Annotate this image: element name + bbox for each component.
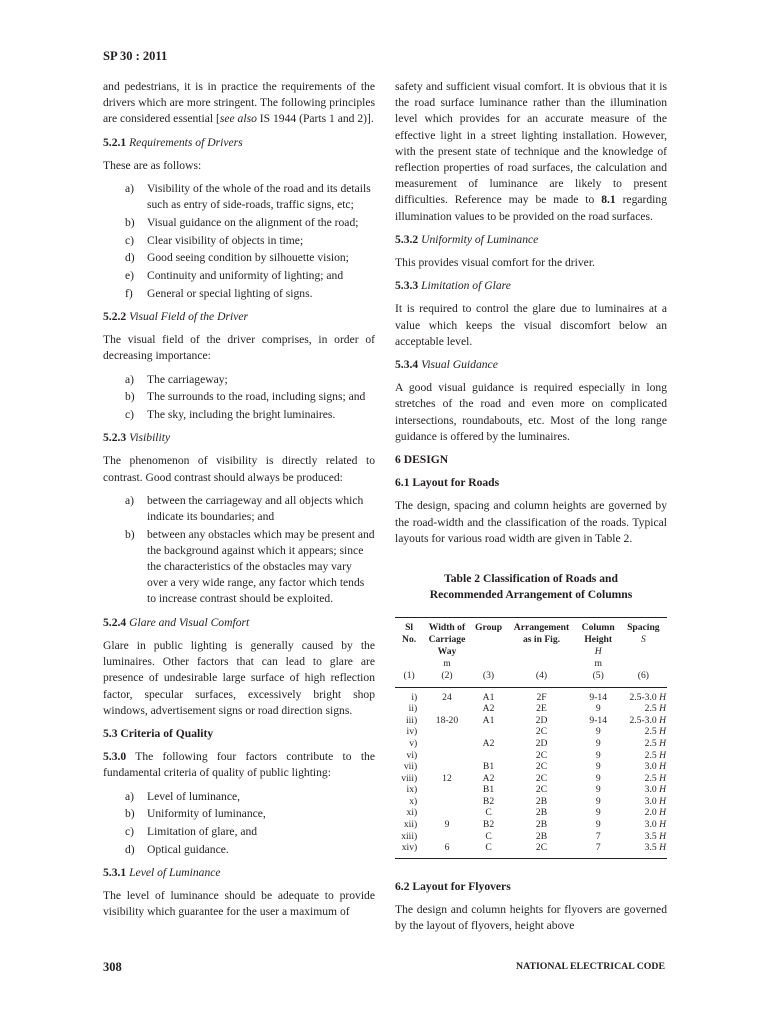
table-cell: 2B [535,795,548,807]
contrast-list [103,493,375,608]
paragraph-5-3-2: This provides visual comfort for the driver. [395,256,595,270]
table-cell: xi) [406,807,418,819]
heading-5-3-4: 5.3.4 Visual Guidance [395,358,498,372]
table-cell: 9 [595,807,601,819]
heading-6-2: 6.2 Layout for Flyovers [395,879,511,893]
table-row [395,807,667,819]
table-cell-spacing: 3.0 H [644,819,666,831]
table-cell-spacing: 2.0 H [644,807,666,819]
table-cell: 2D [535,714,548,726]
list-marker: e) [125,269,135,283]
list-text: The surrounds to the road, including signs; and [147,390,366,404]
table-cell: C [485,830,492,842]
table-cell: B2 [482,795,495,807]
table-cell: 12 [442,772,452,784]
table-cell: i) [411,691,418,703]
list-item [103,372,375,388]
left-column [103,79,375,920]
heading-5-3-1: 5.3.1 Level of Luminance [103,865,221,879]
continued-paragraph: safety and sufficient visual comfort. It is obvious that it is the road surface luminance rather than the illumination level which provides for an accurate measure of the effective light in a street lighting installation. However, with the present state of technique and the knowledge of reflection properties of road surfaces, the calculation and measurement of luminance are likely to present difficulties. Reference may be made to 8.1 regarding illumination values to be provided on the road surfaces. [395,80,667,223]
table-row [395,703,667,715]
intro-paragraph: and pedestrians, it is in practice the requirements of the drivers which are more stringent. The following principles are considered essential [see also IS 1944 (Parts 1 and 2)]. [103,80,375,126]
table-cell [423,738,471,750]
col-header-column-height: Column Height H m [577,618,620,671]
table-cell: A2 [482,703,495,715]
table-cell [423,750,471,762]
heading-5-3-2: 5.3.2 Uniformity of Luminance [395,232,539,246]
table-cell: 2E [536,703,547,715]
table-cell: 2C [535,749,548,761]
table-cell: 9 [595,819,601,831]
table-cell [423,784,471,796]
list-text: Level of luminance, [147,789,241,803]
list-item [103,268,375,284]
col-number: (1) [395,670,423,687]
list-text: Continuity and uniformity of lighting; and [147,269,344,283]
table-cell: ix) [406,784,418,796]
list-marker: c) [125,824,135,838]
table-cell: 2C [535,784,548,796]
list-item [103,842,375,858]
list-item [103,233,375,249]
table-cell: xiv) [395,842,423,858]
heading-5-3-3: 5.3.3 Limitation of Glare [395,279,511,293]
table-cell: 2C [535,761,548,773]
table-cell: 2B [535,807,548,819]
list-marker: f) [125,286,133,300]
list-text: Clear visibility of objects in time; [147,233,304,247]
col-number: (4) [506,670,576,687]
table-row [395,726,667,738]
list-text: Limitation of glare, and [147,824,258,838]
heading-6-1: 6.1 Layout for Roads [395,476,500,490]
table-cell: 18-20 [435,714,459,726]
table-cell: 2B [535,830,548,842]
table-cell-spacing: 2.5 H [644,737,666,749]
heading-5-2-3: 5.2.3 Visibility [103,431,171,445]
heading-6-design: 6 DESIGN [395,453,449,467]
table-cell: x) [409,795,418,807]
table-row [395,842,667,858]
table-cell: 9 [595,761,601,773]
table-cell: 24 [442,691,452,703]
table-cell: 7 [595,830,601,842]
road-classification-table [395,617,667,859]
table-body [395,687,667,858]
list-text: Visual guidance on the alignment of the road; [147,215,359,229]
list-text: The carriageway; [147,372,228,386]
list-text: between any obstacles which may be present and the background against which it appears; since the characteristics of the obstacles may vary over a very wide range, any factor which tends to increase contrast should be exploited. [147,527,375,606]
table-cell: 9 [595,795,601,807]
table-cell: v) [409,737,418,749]
table-row [395,687,667,703]
table-cell-spacing: 3.5 H [620,842,667,858]
table-cell: 9 [595,726,601,738]
table-cell [471,750,507,762]
col-number: (2) [423,670,471,687]
table-cell: viii) [401,772,418,784]
list-item [103,407,375,423]
list-text: between the carriageway and all objects which indicate its boundaries; and [147,493,364,523]
table-cell: A2 [482,772,495,784]
table-cell [423,796,471,808]
table-cell: A2 [482,737,495,749]
table-cell: 2C [535,772,548,784]
paragraph-5-2-3: The phenomenon of visibility is directly related to contrast. Good contrast should always be produced: [103,454,375,484]
table-cell: ii) [408,703,418,715]
table-cell: 9 [595,749,601,761]
table-row [395,761,667,773]
list-item [103,389,375,405]
table-cell: 9 [595,703,601,715]
paragraph-5-2-1: These are as follows: [103,158,202,172]
table-2-caption: Table 2 Classification of Roads and Recommended Arrangement of Columns [429,572,633,602]
table-row [395,796,667,808]
table-cell-spacing: 2.5 H [644,726,666,738]
paragraph-5-3-1: The level of luminance should be adequate to provide visibility which guarantee for the user a maximum of [103,889,375,919]
table-cell: 9 [595,784,601,796]
list-marker: b) [125,807,135,821]
table-cell: 9 [444,819,450,831]
table-row [395,715,667,727]
table-row [395,784,667,796]
heading-5-2-1: 5.2.1 Requirements of Drivers [103,135,243,149]
list-item [103,250,375,266]
col-header-arrangement: Arrangement as in Fig. [506,618,576,671]
table-cell: 2C [535,726,548,738]
table-cell: 7 [577,842,620,858]
table-row [395,773,667,785]
table-cell: xii) [403,819,418,831]
table-cell: 9-14 [589,691,607,703]
table-row [395,750,667,762]
paragraph-5-3-4: A good visual guidance is required especially in long stretches of the road and even more on complicated intersections, roundabouts, etc. Most of the long range guidance is offered by the luminaires. [395,381,667,443]
list-item [103,493,375,525]
list-text: The sky, including the bright luminaires. [147,407,336,421]
list-item [103,181,375,213]
table-cell: C [485,807,492,819]
table-cell: C [471,842,507,858]
list-item [103,215,375,231]
paragraph-5-2-4: Glare in public lighting is generally caused by the luminaires. Other factors that can lead to glare are presence of undesirable large surface of high reflection factor, specular surfaces, excessively bright shop windows, advertisement signs or road direction signs. [103,638,375,717]
table-cell: 6 [423,842,471,858]
driver-requirements-list [103,181,375,302]
right-column [395,79,667,934]
list-marker: a) [125,372,135,386]
table-cell: 2D [535,737,548,749]
heading-5-3: 5.3 Criteria of Quality [103,726,214,740]
list-marker: a) [125,182,135,196]
paragraph-6-2: The design and column heights for flyovers are governed by the layout of flyovers, height above [395,903,667,933]
col-header-sl-no: Sl No. [395,618,423,671]
list-marker: b) [125,215,135,229]
table-cell: iii) [406,714,418,726]
table-cell [423,831,471,843]
list-marker: c) [125,233,135,247]
table-cell-spacing: 2.5-3.0 H [629,691,666,703]
list-text: General or special lighting of signs. [147,286,313,300]
table-cell: A1 [482,714,495,726]
table-cell: vi) [406,749,418,761]
table-cell: 2B [535,819,548,831]
col-header-width: Width of Carriage Way m [423,618,471,671]
visual-field-list [103,372,375,424]
list-marker: a) [125,789,135,803]
table-cell-spacing: 2.5 H [644,749,666,761]
col-number: (5) [577,670,620,687]
heading-5-2-2: 5.2.2 Visual Field of the Driver [103,309,249,323]
heading-5-2-4: 5.2.4 Glare and Visual Comfort [103,615,250,629]
table-cell: A1 [482,691,495,703]
paragraph-5-3-3: It is required to control the glare due to luminaires at a value which keeps the visual discomfort below an acceptable level. [395,302,667,348]
list-item [103,286,375,302]
table-cell: 2F [536,691,547,703]
list-marker: c) [125,407,135,421]
paragraph-6-1: The design, spacing and column heights are governed by the road-width and the classification of the roads. Typical layouts for various road width are given in Table 2. [395,499,667,545]
table-cell: vii) [403,761,418,773]
table-cell-spacing: 2.5-3.0 H [629,714,666,726]
table-cell-spacing: 2.5 H [644,703,666,715]
table-cell: B2 [482,819,495,831]
table-cell: 9-14 [589,714,607,726]
document-code-header: SP 30 : 2011 [103,49,168,63]
quality-criteria-list [103,789,375,858]
table-cell-spacing: 2.5 H [644,772,666,784]
paragraph-5-3-0: 5.3.0 The following four factors contribute to the fundamental criteria of quality of public lighting: [103,750,375,780]
table-cell-spacing: 3.0 H [644,784,666,796]
page-number: 308 [103,960,122,974]
table-cell: xiii) [401,830,418,842]
table-cell [423,807,471,819]
list-text: Uniformity of luminance, [147,807,266,821]
list-marker: d) [125,842,135,856]
footer-title: NATIONAL ELECTRICAL CODE [516,961,665,972]
table-row [395,819,667,831]
list-marker: b) [125,390,135,404]
table-cell: 9 [595,772,601,784]
list-marker: b) [125,527,135,541]
list-text: Visibility of the whole of the road and its details such as entry of side-roads, traffic signs, etc; [147,182,371,212]
table-cell-spacing: 3.0 H [644,795,666,807]
paragraph-5-2-2: The visual field of the driver comprises, in order of decreasing importance: [103,333,375,363]
list-item [103,824,375,840]
list-text: Good seeing condition by silhouette vision; [147,251,349,265]
col-header-spacing: Spacing S [620,618,667,671]
list-item [103,789,375,805]
list-text: Optical guidance. [147,842,229,856]
table-cell: 2C [506,842,576,858]
list-item [103,527,375,608]
col-header-group: Group [471,618,507,671]
col-number: (6) [620,670,667,687]
list-item [103,806,375,822]
table-cell [423,761,471,773]
table-cell [471,726,507,738]
table-cell: iv) [406,726,418,738]
list-marker: d) [125,251,135,265]
col-number: (3) [471,670,507,687]
table-cell-spacing: 3.0 H [644,761,666,773]
table-row [395,738,667,750]
table-cell: B1 [482,784,495,796]
table-cell [423,726,471,738]
list-marker: a) [125,493,135,507]
table-row [395,831,667,843]
table-cell-spacing: 3.5 H [644,830,666,842]
table-cell: 9 [595,737,601,749]
table-cell: B1 [482,761,495,773]
table-cell [423,703,471,715]
